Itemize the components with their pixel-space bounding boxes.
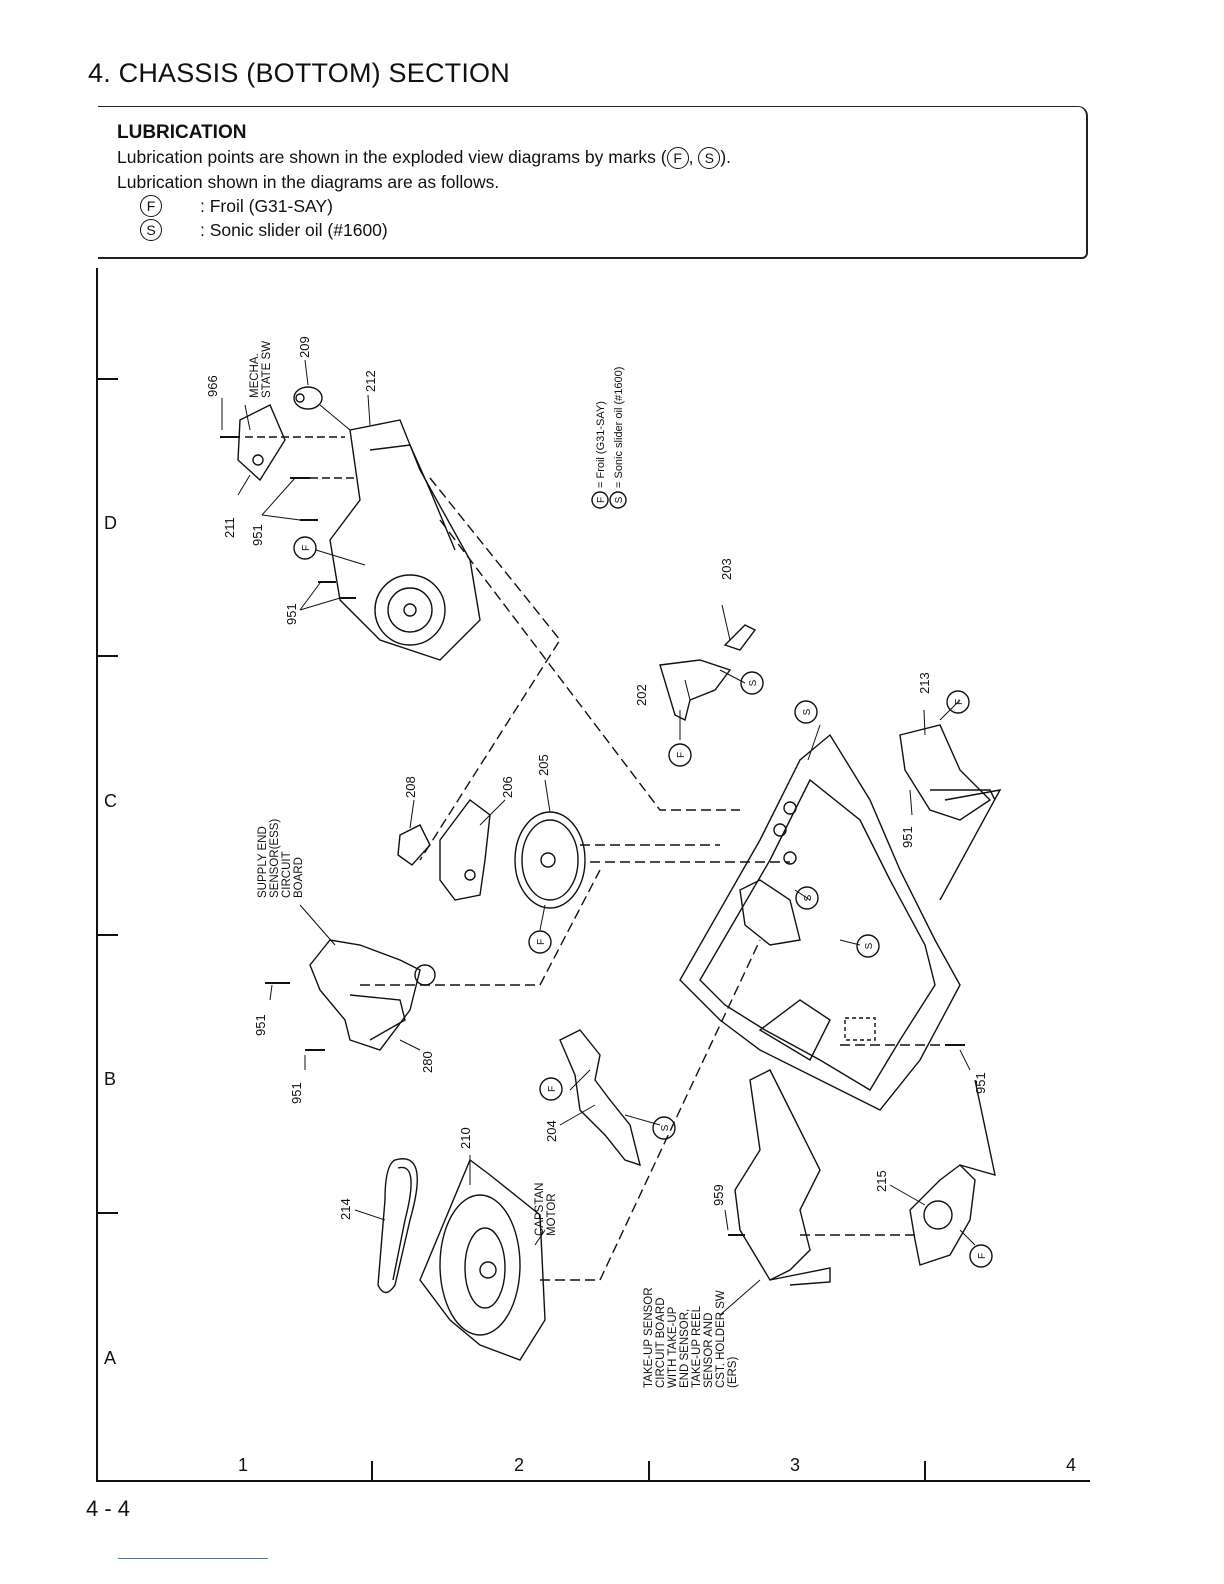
page-number: 4 - 4: [86, 1496, 131, 1521]
label-mecha-state-1: MECHA.: [249, 353, 261, 398]
label-takeup-4: END SENSOR,: [679, 1308, 691, 1388]
part-210: 210: [458, 1127, 473, 1149]
part-280: 280: [420, 1051, 435, 1073]
disc-209-icon: [294, 387, 322, 409]
froil-mark-icon: F: [667, 147, 689, 169]
col-label-2: 2: [514, 1455, 525, 1475]
part-951: 951: [253, 1014, 268, 1036]
label-takeup-1: TAKE-UP SENSOR: [643, 1287, 655, 1388]
part-951: 951: [289, 1082, 304, 1104]
label-takeup-3: WITH TAKE-UP: [667, 1306, 679, 1388]
mark-s: S: [802, 708, 813, 716]
label-supply-end-4: BOARD: [293, 857, 305, 898]
col-label-1: 1: [238, 1455, 249, 1475]
label-supply-end-3: CIRCUIT: [281, 851, 293, 898]
part-966: 966: [205, 375, 220, 397]
part-951: 951: [284, 603, 299, 625]
mark-f: F: [547, 1085, 558, 1093]
col-label-3: 3: [790, 1455, 801, 1475]
mode-gear-assembly: [220, 387, 480, 660]
row-label-a: A: [104, 1348, 117, 1368]
col-label-4: 4: [1066, 1455, 1077, 1475]
lubrication-line-1-text: Lubrication points are shown in the exploded view diagrams by marks (: [117, 147, 667, 167]
mark-s: S: [748, 679, 759, 687]
part-206: 206: [500, 776, 515, 798]
cam-gear-icon: [375, 575, 445, 645]
part-208: 208: [403, 776, 418, 798]
part-212: 212: [363, 370, 378, 392]
lever-206: [440, 800, 490, 900]
part-214: 214: [338, 1198, 353, 1220]
mark-f: F: [977, 1252, 988, 1260]
lubrication-line-2: Lubrication shown in the diagrams are as follows.: [117, 172, 500, 192]
lubrication-legend: [592, 367, 626, 508]
part-213: 213: [917, 672, 932, 694]
lever-211-icon: [238, 405, 285, 480]
label-capstan-1: CAPSTAN: [534, 1182, 546, 1236]
lubrication-item-sonic-text: : Sonic slider oil (#1600): [200, 220, 388, 240]
sonic-oil-mark-icon: S: [140, 219, 162, 241]
part-951: 951: [900, 826, 915, 848]
lubrication-item-froil-text: : Froil (G31-SAY): [200, 196, 333, 216]
legend-froil-text: = Froil (G31-SAY): [595, 401, 607, 488]
part-205: 205: [536, 754, 551, 776]
part-211: 211: [222, 517, 237, 538]
part-215: 215: [874, 1170, 889, 1192]
mark-f: F: [536, 938, 547, 946]
part-203: 203: [719, 558, 734, 580]
part-951: 951: [250, 524, 265, 546]
row-label-d: D: [104, 513, 117, 533]
capstan-motor-210: [420, 1160, 545, 1360]
label-takeup-7: CST. HOLDER SW: [715, 1290, 727, 1388]
legend-s-mark: S: [614, 496, 625, 504]
label-supply-end-1: SUPPLY END: [257, 826, 269, 898]
part-204: 204: [544, 1120, 559, 1142]
lubrication-line-1-end: ).: [720, 147, 732, 167]
lever-204: [560, 1030, 640, 1165]
mark-s: S: [864, 942, 875, 950]
page-title: 4. CHASSIS (BOTTOM) SECTION: [88, 58, 510, 88]
mark-f: F: [676, 751, 687, 759]
label-takeup-8: (ERS): [727, 1356, 739, 1388]
lever-202-assembly: [660, 625, 755, 720]
row-label-b: B: [104, 1069, 117, 1089]
part-209: 209: [297, 336, 312, 358]
label-capstan-2: MOTOR: [546, 1193, 558, 1236]
label-takeup-6: SENSOR AND: [703, 1312, 715, 1388]
supply-end-sensor-board: [265, 940, 435, 1050]
lubrication-line-1-sep: ,: [688, 147, 694, 167]
gear-205: [515, 812, 585, 908]
takeup-sensor-board: [728, 1070, 830, 1285]
lever-208: [398, 825, 430, 865]
froil-mark-icon: F: [140, 195, 162, 217]
sonic-oil-mark-icon: S: [698, 147, 720, 169]
guide-213-assembly: [900, 725, 1000, 900]
label-takeup-2: CIRCUIT BOARD: [655, 1297, 667, 1388]
legend-f-mark: F: [596, 496, 607, 504]
row-label-c: C: [104, 791, 117, 811]
part-951: 951: [973, 1072, 988, 1094]
belt-214: [378, 1159, 417, 1293]
connection-lines: [360, 478, 960, 1280]
part-202: 202: [634, 684, 649, 706]
label-mecha-state-2: STATE SW: [261, 340, 273, 398]
part-959: 959: [711, 1184, 726, 1206]
legend-sonic-text: = Sonic slider oil (#1600): [613, 366, 625, 488]
label-takeup-5: TAKE-UP REEL: [691, 1305, 703, 1388]
mark-f: F: [301, 544, 312, 552]
mark-s: S: [803, 894, 814, 902]
guide-215-assembly: [910, 1080, 995, 1265]
mark-f: F: [954, 698, 965, 706]
label-supply-end-2: SENSOR(ESS): [269, 818, 281, 898]
lubrication-heading: LUBRICATION: [117, 122, 247, 143]
mark-s: S: [660, 1124, 671, 1132]
